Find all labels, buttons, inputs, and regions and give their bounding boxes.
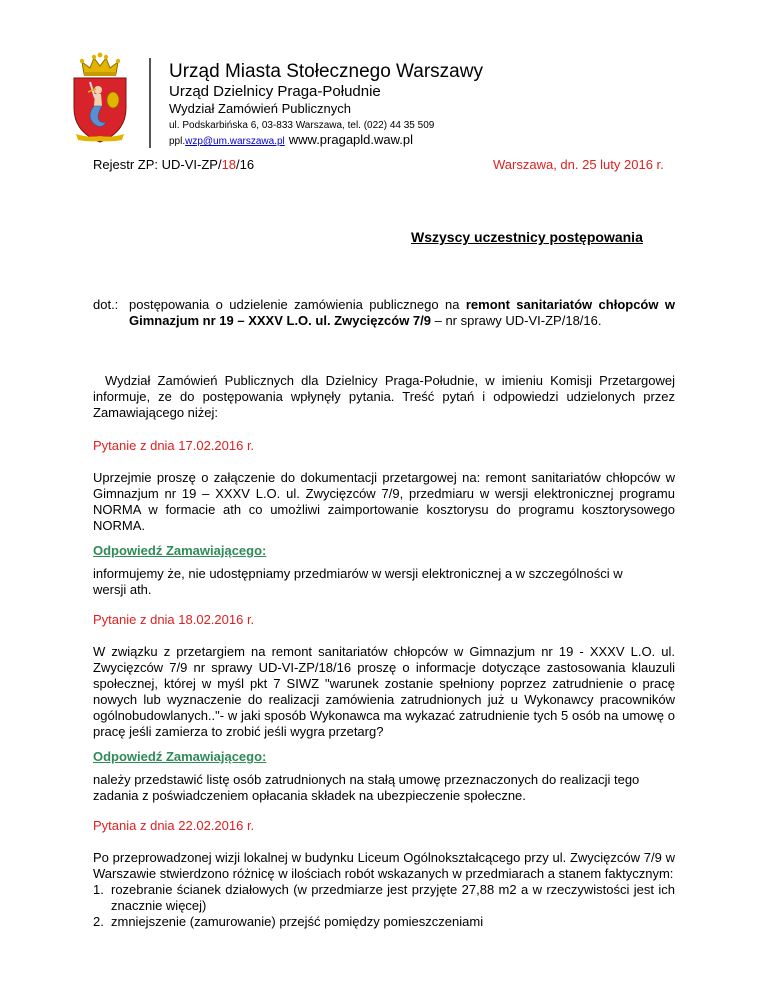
contact-line	[169, 132, 413, 147]
answer-2-text: należy przedstawić listę osób zatrudnionych na stałą umowę przeznaczonych do realizacji tego zadania z poświadczeniem opłacania składek na ubezpieczenie społeczne.	[93, 772, 640, 803]
answer-1-text: informujemy że, nie udostępniamy przedmiarów w wersji elektronicznej a w szczególności w wersji ath.	[93, 566, 623, 597]
addressee: Wszyscy uczestnicy postępowania	[411, 229, 643, 245]
department-name: Wydział Zamówień Publicznych	[169, 101, 351, 116]
question-3-heading: Pytania z dnia 22.02.2016 r.	[93, 818, 255, 833]
question-1-text: Uprzejmie proszę o załączenie do dokumentacji przetargowej na: remont sanitariatów chłopców w Gimnazjum nr 19 – XXXV L.O. ul. Zwycięzców 7/9, przedmiaru w wersji elektronicznej programu NORMA w formacie ath co umożliwi zaimportowanie kosztorysu do programu kosztorysowego NORMA.	[93, 470, 675, 533]
warsaw-coat-of-arms-icon	[68, 52, 132, 144]
header-divider	[149, 58, 151, 148]
question-3-block	[93, 850, 675, 930]
answer-2-heading: Odpowiedź Zamawiającego:	[93, 749, 267, 764]
subject-text-end: – nr sprawy UD-VI-ZP/18/16.	[430, 313, 602, 328]
question-2-text: W związku z przetargiem na remont sanitariatów chłopców w Gimnazjum nr 19 - XXXV L.O. ul. Zwycięzców 7/9 nr sprawy UD-VI-ZP/18/16 proszę o informacje dotyczące zastosowania klauzuli społecznej, której w myśl pkt 7 SIWZ "warunek zostanie spełniony poprzez zatrudnienie o pracę nowych lub wyznaczenie do realizacji zamówienia zatrudnionych już u Wykonawcy pracowników ogólnobudowlanych.."- w jaki sposób Wykonawca ma wykazać zatrudnienie tych 5 osób na umowę o pracę jeśli zamierza to zrobić jeśli wygra przetarg?	[93, 644, 675, 739]
intro-paragraph: Wydział Zamówień Publicznych dla Dzielnicy Praga-Południe, w imieniu Komisji Przetargowej informuje, ze do postępowania wpłynęły pytania. Treść pytań i odpowiedzi udzielonych przez Zamawiającego niżej:	[93, 373, 675, 420]
website-link[interactable]: www.pragapld.waw.pl	[288, 132, 414, 147]
list-item-text: rozebranie ścianek działowych (w przedmiarze jest przyjęte 27,88 m2 a w rzeczywistości jest ich znacznie więcej)	[111, 882, 675, 913]
registry-prefix: Rejestr ZP: UD-VI-ZP/	[93, 157, 222, 172]
subject-text	[129, 297, 675, 329]
district-office-name: Urząd Dzielnicy Praga-Południe	[169, 83, 381, 100]
subject-bold: remont sanitariatów chłopców w Gimnazjum nr 19 – XXXV L.O. ul. Zwycięzców 7/9	[129, 297, 675, 328]
subject-label: dot.:	[93, 297, 119, 312]
question-3-text: Po przeprowadzonej wizji lokalnej w budynku Liceum Ogólnokształcącego przy ul. Zwycięzców 7/9 w Warszawie stwierdzono różnicę w ilościach robót wskazanych w przedmiarach a stanem faktycznym:	[93, 850, 675, 881]
office-name: Urząd Miasta Stołecznego Warszawy	[169, 61, 483, 82]
question-2-heading: Pytanie z dnia 18.02.2016 r.	[93, 612, 255, 627]
question-3-list	[93, 882, 675, 930]
email-prefix: ppl.	[169, 136, 186, 147]
registry-suffix: /16	[236, 157, 255, 172]
list-item-text: zmniejszenie (zamurowanie) przejść pomiędzy pomieszczeniami	[111, 914, 484, 929]
list-item	[93, 914, 675, 930]
question-1-heading: Pytanie z dnia 17.02.2016 r.	[93, 438, 255, 453]
registry-number	[93, 157, 254, 172]
subject-text-start: postępowania o udzielenie zamówienia publicznego na	[129, 297, 466, 312]
list-item-number: 1.	[93, 882, 104, 897]
document-date: Warszawa, dn. 25 luty 2016 r.	[493, 157, 664, 172]
answer-1-heading: Odpowiedź Zamawiającego:	[93, 543, 267, 558]
office-address: ul. Podskarbińska 6, 03-833 Warszawa, tel. (022) 44 35 509	[169, 120, 435, 131]
list-item-number: 2.	[93, 914, 104, 929]
email-link[interactable]: wzp@um.warszawa.pl	[185, 136, 285, 147]
list-item	[93, 882, 675, 914]
registry-case-number: 18	[221, 157, 237, 172]
